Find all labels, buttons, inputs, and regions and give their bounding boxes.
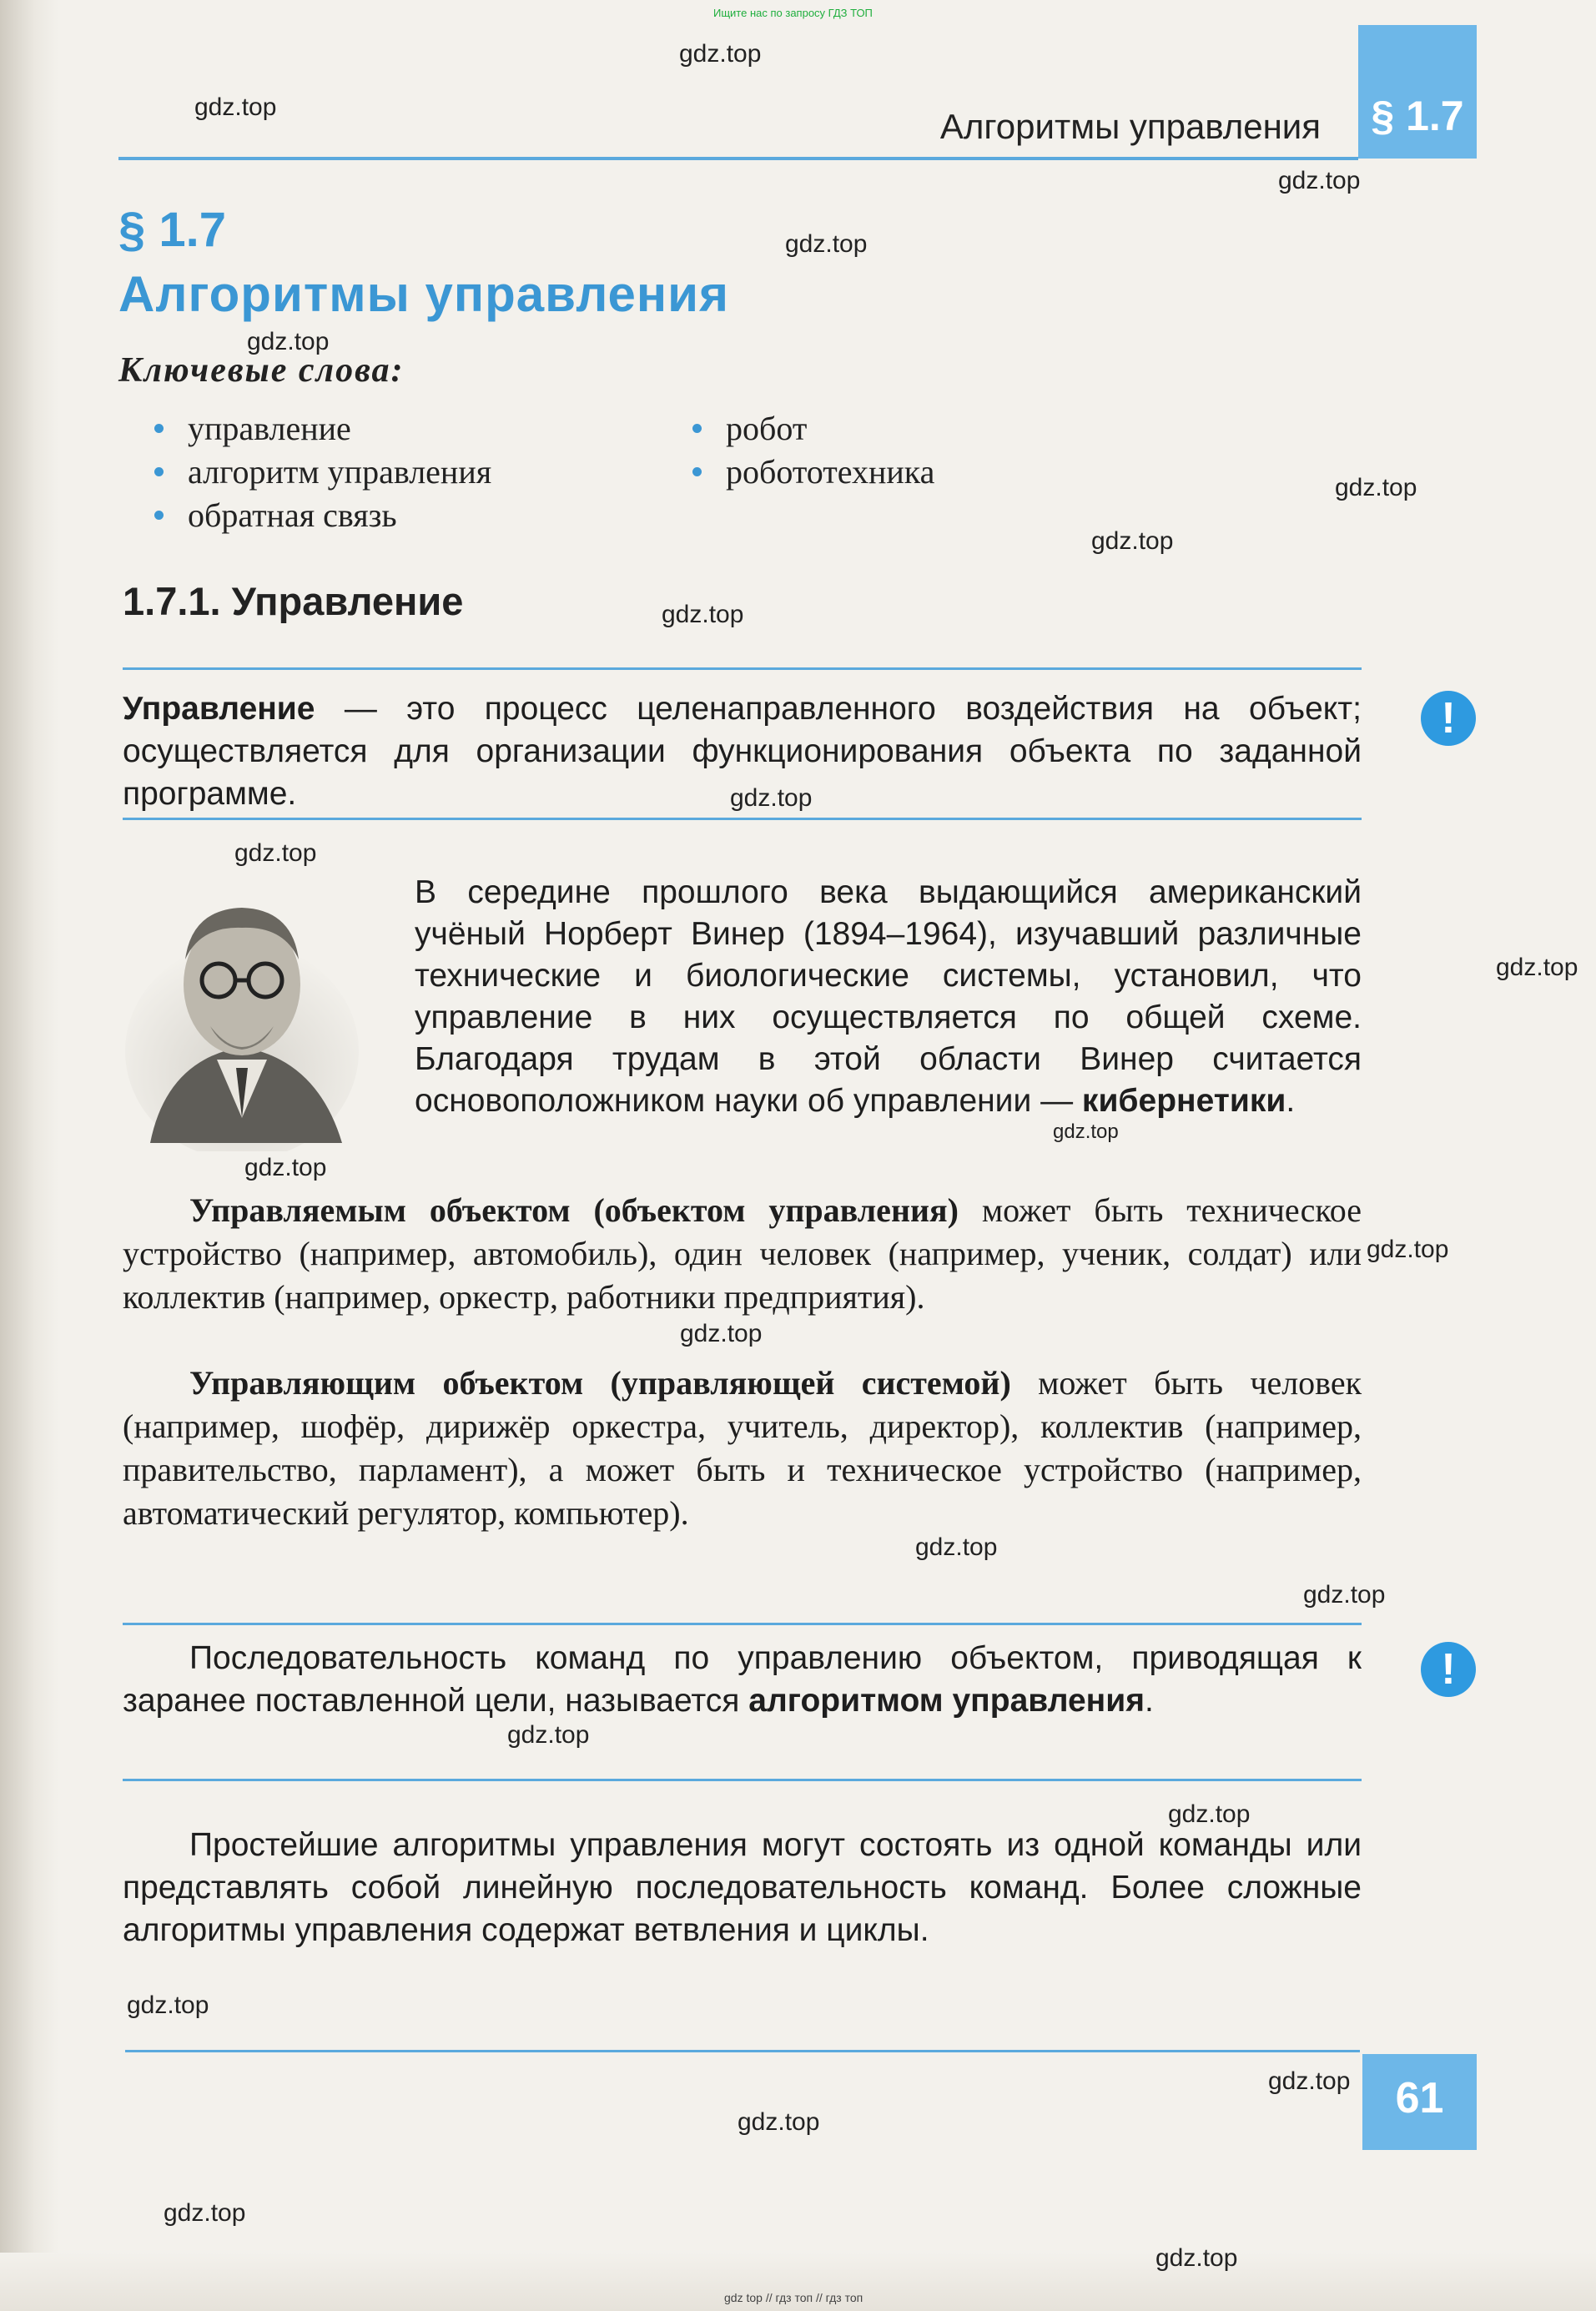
footer-rule bbox=[125, 2050, 1360, 2052]
keyword-item: робот bbox=[726, 410, 808, 447]
paragraph-controlled-object bbox=[123, 1189, 1362, 1319]
definition-text: — это процесс целенаправленного воздействия на объект; осуществляется для организации функционирования объекта по заданной программе. bbox=[123, 691, 1362, 812]
definition2-term: алгоритмом управления bbox=[748, 1683, 1145, 1719]
definition2-rule-bottom bbox=[123, 1779, 1362, 1781]
section-tab-label: § 1.7 bbox=[1371, 93, 1464, 139]
bio-text: В середине прошлого века выдающийся американский учёный Норберт Винер (1894–1964), изучавший различные технические и биологические системы, установил, что управление в них осуществляется по общей схеме. Благодаря трудам в этой области Винер считается основоположником науки об управлении — bbox=[415, 874, 1362, 1119]
watermark: gdz.top bbox=[1367, 1236, 1449, 1263]
keyword-item: управление bbox=[188, 410, 351, 447]
watermark: gdz.top bbox=[730, 784, 813, 812]
subsection-title: 1.7.1. Управление bbox=[123, 579, 464, 623]
wiener-biography bbox=[415, 872, 1362, 1122]
definition2-text: Последовательность команд по управлению объектом, приводящая к заранее поставленной цели, называется bbox=[123, 1640, 1362, 1719]
watermark: gdz.top bbox=[785, 230, 868, 258]
watermark: gdz.top bbox=[680, 1320, 763, 1347]
definition2-rule-top bbox=[123, 1623, 1362, 1625]
watermark: gdz.top bbox=[1053, 1120, 1119, 1143]
watermark: gdz.top bbox=[127, 1991, 209, 2019]
watermark: gdz.top bbox=[164, 2199, 246, 2227]
norbert-wiener-portrait bbox=[117, 868, 359, 1151]
watermark: gdz.top bbox=[244, 1154, 327, 1181]
watermark: gdz.top bbox=[1155, 2244, 1238, 2272]
running-header-title: Алгоритмы управления bbox=[939, 107, 1321, 146]
watermark: gdz.top bbox=[1168, 1800, 1251, 1828]
definition2-end: . bbox=[1144, 1683, 1154, 1719]
watermark: gdz.top bbox=[1496, 954, 1578, 981]
important-icon: ! bbox=[1421, 691, 1476, 746]
watermark: gdz.top bbox=[662, 601, 744, 628]
keyword-item: робототехника bbox=[726, 453, 935, 491]
controlling-object-text: может быть человек (например, шофёр, дирижёр оркестра, учитель, директор), коллектив (например, правительство, парламент), а может быть и техническое устройство (например, автоматический регулятор, компьютер). bbox=[123, 1364, 1362, 1532]
definition-term: Управление bbox=[123, 691, 315, 727]
bio-end: . bbox=[1286, 1083, 1296, 1119]
controlled-object-text: может быть техническое устройство (например, автомобиль), один человек (например, ученик, солдат) или коллектив (например, оркестр, работники предприятия). bbox=[123, 1191, 1362, 1316]
watermark: gdz.top bbox=[1278, 167, 1361, 194]
definition-rule-bottom bbox=[123, 818, 1362, 820]
top-watermark: Ищите нас по запросу ГДЗ ТОП bbox=[713, 7, 873, 19]
definition-rule-top bbox=[123, 667, 1362, 670]
term-controlled-object: Управляемым объектом (объектом управления) bbox=[189, 1191, 959, 1229]
book-spine-shadow bbox=[0, 0, 58, 2311]
definition-control-algorithm bbox=[123, 1637, 1362, 1722]
keyword-item: обратная связь bbox=[188, 496, 397, 534]
important-icon: ! bbox=[1421, 1642, 1476, 1697]
footer-watermark: gdz top // гдз топ // гдз топ bbox=[724, 2291, 863, 2304]
paragraph-simple-algorithms: Простейшие алгоритмы управления могут состоять из одной команды или представлять собой линейную последовательность команд. Более сложные алгоритмы управления содержат ветвления и циклы. bbox=[123, 1827, 1362, 1948]
watermark: gdz.top bbox=[915, 1533, 998, 1561]
keyword-item: алгоритм управления bbox=[188, 453, 492, 491]
section-title: Алгоритмы управления bbox=[118, 266, 730, 322]
watermark: gdz.top bbox=[194, 93, 277, 121]
paragraph-controlling-object bbox=[123, 1362, 1362, 1535]
watermark: gdz.top bbox=[1091, 527, 1174, 555]
term-controlling-object: Управляющим объектом (управляющей системой) bbox=[189, 1364, 1011, 1402]
page-number: 61 bbox=[1395, 2074, 1444, 2122]
watermark: gdz.top bbox=[507, 1721, 590, 1749]
bio-term: кибернетики bbox=[1081, 1083, 1286, 1119]
watermark: gdz.top bbox=[1268, 2067, 1351, 2095]
watermark: gdz.top bbox=[1335, 474, 1417, 501]
header-rule bbox=[118, 157, 1358, 160]
watermark: gdz.top bbox=[738, 2108, 820, 2136]
watermark: gdz.top bbox=[1303, 1581, 1386, 1609]
watermark: gdz.top bbox=[234, 839, 317, 867]
watermark: gdz.top bbox=[247, 328, 330, 355]
section-number: § 1.7 bbox=[118, 203, 226, 257]
keywords-title: Ключевые слова: bbox=[118, 351, 405, 390]
watermark: gdz.top bbox=[679, 40, 762, 68]
